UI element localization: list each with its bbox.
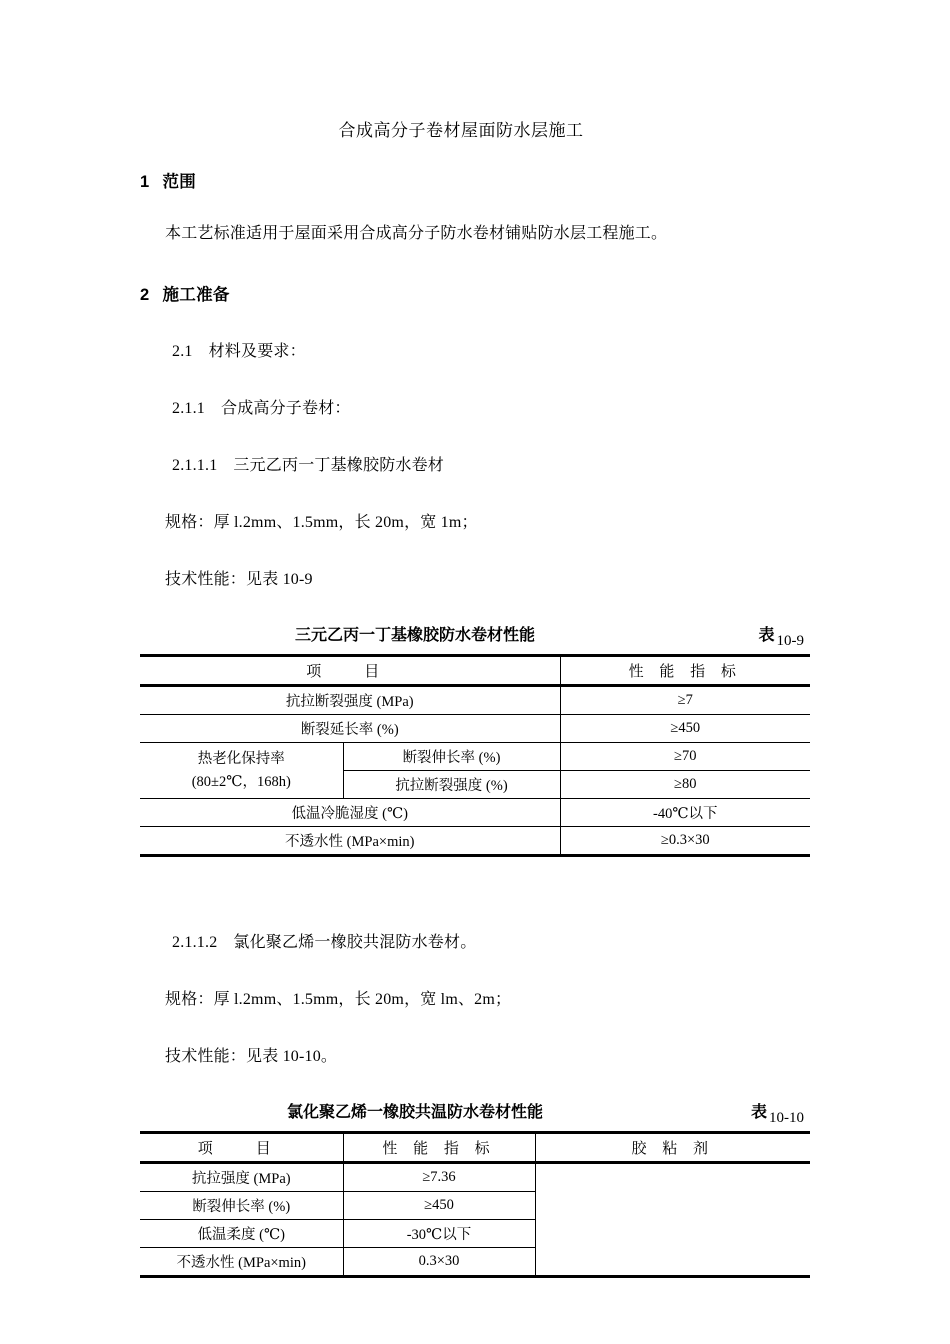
heading-2-number: 2 (140, 286, 150, 304)
table-1-cell-value: -40℃以下 (560, 799, 810, 827)
table-2-caption (140, 1099, 810, 1125)
table-2-cell-value: 0.3×30 (343, 1248, 535, 1277)
paragraph-scope: 本工艺标准适用于屋面采用合成高分子防水卷材铺贴防水层工程施工。 (165, 225, 668, 242)
table-2-cell-item: 不透水性 (MPa×min) (140, 1248, 343, 1277)
table-2-cell-adhesive (535, 1163, 810, 1277)
heading-2-1-1-1-number: 2.1.1.1 (172, 457, 218, 474)
table-1-cell-item: 断裂延长率 (%) (140, 715, 560, 743)
heading-2-1-1-label: 合成高分子卷材： (221, 400, 351, 417)
table-1-cell-value: ≥7 (560, 686, 810, 715)
table-1-header-indicator: 性 能 指 标 (560, 656, 810, 686)
paragraph-tech-1: 技术性能：见表 10-9 (165, 571, 313, 588)
heading-2-1-1-1-label: 三元乙丙一丁基橡胶防水卷材 (233, 457, 445, 474)
heading-section-1 (140, 168, 950, 192)
heading-2-1-1-2-label: 氯化聚乙烯一橡胶共混防水卷材。 (233, 934, 477, 951)
table-1-cell-item: 抗拉断裂强度 (MPa) (140, 686, 560, 715)
table-row-header (140, 656, 810, 686)
table-row (140, 799, 810, 827)
table-row (140, 827, 810, 856)
heading-2-1-number: 2.1 (172, 343, 193, 360)
table-1-caption-title: 三元乙丙一丁基橡胶防水卷材性能 (294, 627, 535, 644)
table-1-group-label (140, 743, 343, 799)
paragraph-spec-2: 规格：厚 l.2mm、1.5mm，长 20m，宽 lm、2m； (165, 991, 512, 1008)
heading-1-number: 1 (140, 173, 150, 191)
table-1-caption-number (758, 622, 804, 649)
table-2 (140, 1131, 810, 1278)
table-2-header-item: 项 目 (140, 1133, 343, 1163)
table-1-cell-item: 不透水性 (MPa×min) (140, 827, 560, 856)
table-1 (140, 654, 810, 857)
heading-2-1-label: 材料及要求： (208, 343, 306, 360)
table-1-cell-value: ≥80 (560, 771, 810, 799)
table-row (140, 743, 810, 771)
heading-section-2-1-1-1 (172, 454, 950, 478)
heading-2-label: 施工准备 (162, 286, 230, 304)
table-2-cell-value: ≥450 (343, 1192, 535, 1220)
table-2-caption-title: 氯化聚乙烯一橡胶共温防水卷材性能 (286, 1104, 543, 1121)
heading-2-1-1-2-number: 2.1.1.2 (172, 934, 218, 951)
table-1-container (0, 654, 950, 857)
heading-section-2 (140, 281, 950, 305)
heading-1-label: 范围 (162, 173, 197, 191)
table-2-cell-item: 低温柔度 (℃) (140, 1220, 343, 1248)
heading-section-2-1-1-2 (172, 931, 950, 955)
heading-2-1-1-number: 2.1.1 (172, 400, 205, 417)
table-1-cell-value: ≥0.3×30 (560, 827, 810, 856)
table-1-caption-label: 表 (758, 627, 775, 644)
table-1-cell-item: 低温冷脆湿度 (℃) (140, 799, 560, 827)
table-1-group-label-line1: 热老化保持率 (197, 751, 285, 768)
table-1-cell-value: ≥70 (560, 743, 810, 771)
table-1-header-item: 项 目 (140, 656, 560, 686)
paragraph-tech-2: 技术性能：见表 10-10。 (165, 1048, 338, 1065)
table-2-cell-value: ≥7.36 (343, 1163, 535, 1192)
table-1-cell-subitem: 抗拉断裂强度 (%) (343, 771, 560, 799)
table-2-container (0, 1131, 950, 1278)
table-1-caption-digits: 10-9 (776, 633, 804, 649)
table-2-cell-item: 断裂伸长率 (%) (140, 1192, 343, 1220)
table-1-group-label-line2: (80±2℃，168h) (191, 773, 291, 790)
table-1-caption (140, 622, 810, 648)
table-row (140, 715, 810, 743)
table-row (140, 686, 810, 715)
paragraph-spec-1: 规格：厚 l.2mm、1.5mm，长 20m，宽 1m； (165, 514, 478, 531)
table-2-header-indicator: 性 能 指 标 (343, 1133, 535, 1163)
table-row-header (140, 1133, 810, 1163)
table-1-cell-value: ≥450 (560, 715, 810, 743)
table-2-header-adhesive: 胶 粘 剂 (535, 1133, 810, 1163)
table-2-caption-label: 表 (750, 1104, 767, 1121)
table-2-caption-number (750, 1099, 804, 1126)
heading-section-2-1 (172, 340, 950, 364)
table-1-cell-subitem: 断裂伸长率 (%) (343, 743, 560, 771)
page-title: 合成高分子卷材屋面防水层施工 (338, 121, 584, 140)
table-row (140, 1163, 810, 1192)
table-2-cell-item: 抗拉强度 (MPa) (140, 1163, 343, 1192)
table-2-caption-digits: 10-10 (769, 1110, 804, 1126)
table-2-cell-value: -30℃以下 (343, 1220, 535, 1248)
heading-section-2-1-1 (172, 397, 950, 421)
